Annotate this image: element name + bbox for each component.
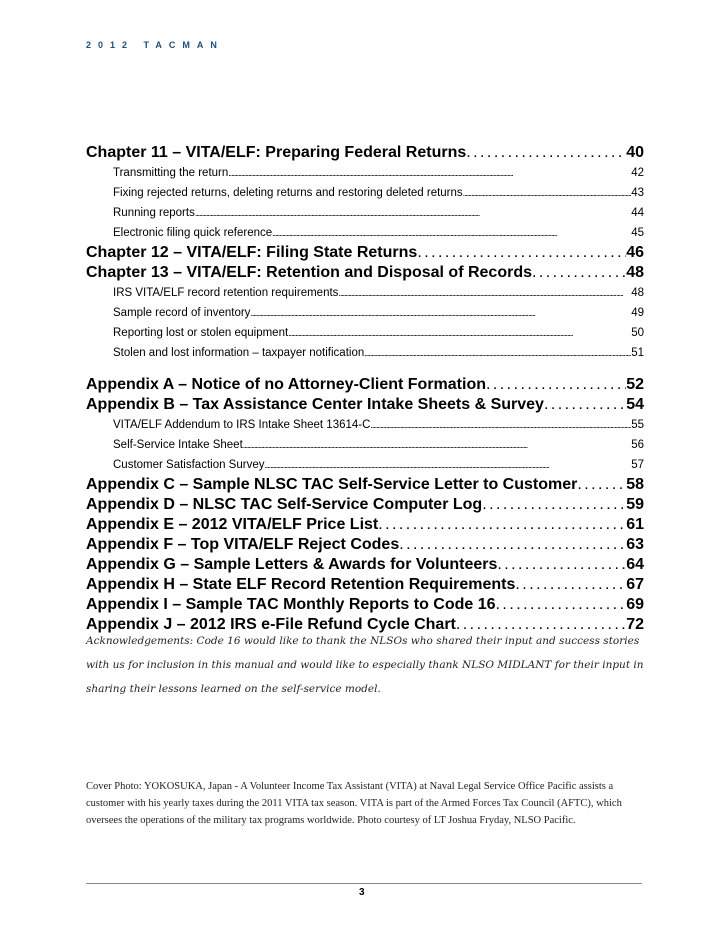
toc-dot-leader (338, 283, 631, 303)
toc-entry-title: Chapter 11 – VITA/ELF: Preparing Federal Returns (86, 144, 467, 161)
toc-section-entry[interactable] (86, 435, 644, 455)
toc-section-entry[interactable] (86, 455, 644, 475)
toc-dot-leader (243, 435, 631, 455)
toc-entry-page: 48 (626, 264, 644, 281)
toc-dot-leader (496, 595, 627, 615)
toc-chapter-entry[interactable] (86, 263, 644, 283)
toc-chapter-entry[interactable] (86, 375, 644, 395)
toc-entry-title: Appendix B – Tax Assistance Center Intake Sheets & Survey (86, 396, 544, 413)
toc-entry-title: Appendix F – Top VITA/ELF Reject Codes (86, 536, 400, 553)
toc-entry-page: 55 (631, 419, 644, 431)
toc-section-entry[interactable] (86, 303, 644, 323)
toc-entry-page: 50 (631, 327, 644, 339)
toc-entry-page: 40 (626, 144, 644, 161)
page-number: 3 (359, 887, 365, 898)
toc-entry-page: 42 (631, 167, 644, 179)
toc-dot-leader (417, 243, 626, 263)
toc-dot-leader (195, 203, 631, 223)
toc-entry-title: Appendix E – 2012 VITA/ELF Price List (86, 516, 379, 533)
toc-section-entry[interactable] (86, 163, 644, 183)
toc-section-entry[interactable] (86, 203, 644, 223)
toc-dot-leader (272, 223, 631, 243)
toc-dot-leader (482, 495, 626, 515)
toc-entry-page: 52 (626, 376, 644, 393)
footer-divider (86, 883, 642, 884)
toc-chapter-entry[interactable] (86, 475, 644, 495)
toc-section-entry[interactable] (86, 343, 644, 363)
toc-dot-leader (515, 575, 626, 595)
toc-section-entry[interactable] (86, 183, 644, 203)
toc-dot-leader (544, 395, 626, 415)
toc-entry-page: 49 (631, 307, 644, 319)
acknowledgements-text: Acknowledgements: Code 16 would like to thank the NLSOs who shared their input and success stories with us for inclusion in this manual and would like to especially thank NLSO MIDLANT for their input in sharing their lessons learned on the self-service model. (86, 635, 644, 695)
toc-entry-title: Appendix G – Sample Letters & Awards for Volunteers (86, 556, 498, 573)
toc-entry-page: 64 (626, 556, 644, 573)
toc-entry-title: Appendix I – Sample TAC Monthly Reports to Code 16 (86, 596, 496, 613)
toc-entry-page: 51 (631, 347, 644, 359)
toc-entry-title: Appendix D – NLSC TAC Self-Service Computer Log (86, 496, 483, 513)
running-header: 2012 TACMAN (86, 40, 224, 50)
toc-chapter-entry[interactable] (86, 495, 644, 515)
toc-entry-title: Running reports (113, 207, 195, 219)
toc-chapter-entry[interactable] (86, 595, 644, 615)
toc-dot-leader (399, 535, 626, 555)
toc-dot-leader (288, 323, 631, 343)
toc-entry-page: 46 (626, 244, 644, 261)
toc-dot-leader (370, 415, 631, 435)
toc-entry-title: Transmitting the return (113, 167, 229, 179)
toc-entry-title: IRS VITA/ELF record retention requirements (113, 287, 339, 299)
toc-chapter-entry[interactable] (86, 555, 644, 575)
toc-entry-title: Appendix H – State ELF Record Retention Requirements (86, 576, 516, 593)
toc-dot-leader (364, 343, 631, 363)
toc-entry-page: 43 (631, 187, 644, 199)
toc-entry-page: 69 (626, 596, 644, 613)
toc-entry-title: Chapter 12 – VITA/ELF: Filing State Returns (86, 244, 418, 261)
toc-entry-title: Fixing rejected returns, deleting returns and restoring deleted returns (113, 187, 463, 199)
toc-entry-title: Stolen and lost information – taxpayer notification (113, 347, 365, 359)
toc-dot-leader (577, 475, 626, 495)
toc-entry-page: 45 (631, 227, 644, 239)
toc-entry-page: 72 (626, 616, 644, 633)
toc-entry-page: 54 (626, 396, 644, 413)
toc-entry-page: 58 (626, 476, 644, 493)
toc-dot-leader (463, 183, 632, 203)
toc-dot-leader (486, 375, 626, 395)
toc-dot-leader (264, 455, 631, 475)
toc-dot-leader (497, 555, 626, 575)
toc-entry-page: 57 (631, 459, 644, 471)
toc-entry-title: Appendix C – Sample NLSC TAC Self-Service Letter to Customer (86, 476, 578, 493)
toc-section-entry[interactable] (86, 323, 644, 343)
toc-entry-title: Appendix J – 2012 IRS e-File Refund Cycle Chart (86, 616, 456, 633)
toc-entry-page: 61 (626, 516, 644, 533)
toc-chapter-entry[interactable] (86, 143, 644, 163)
toc-dot-leader (466, 143, 626, 163)
toc-dot-leader (532, 263, 626, 283)
toc-entry-title: Sample record of inventory (113, 307, 251, 319)
table-of-contents (86, 143, 644, 635)
toc-section-entry[interactable] (86, 415, 644, 435)
toc-gap (86, 363, 644, 375)
toc-entry-title: Electronic filing quick reference (113, 227, 273, 239)
toc-section-entry[interactable] (86, 223, 644, 243)
toc-chapter-entry[interactable] (86, 243, 644, 263)
toc-entry-title: VITA/ELF Addendum to IRS Intake Sheet 13614-C (113, 419, 371, 431)
toc-entry-page: 63 (626, 536, 644, 553)
toc-entry-title: Chapter 13 – VITA/ELF: Retention and Disposal of Records (86, 264, 532, 281)
toc-entry-page: 56 (631, 439, 644, 451)
toc-entry-page: 48 (631, 287, 644, 299)
cover-photo-caption: Cover Photo: YOKOSUKA, Japan - A Volunteer Income Tax Assistant (VITA) at Naval Legal Service Office Pacific assists a customer with his yearly taxes during the 2011 VITA tax season. VITA is part of the Armed Forces Tax Council (AFTC), which oversees the operations of the military tax programs worldwide. Photo courtesy of LT Joshua Fryday, NLSO Pacific. (86, 781, 622, 826)
toc-dot-leader (378, 515, 626, 535)
toc-dot-leader (228, 163, 631, 183)
toc-dot-leader (250, 303, 631, 323)
toc-entry-title: Customer Satisfaction Survey (113, 459, 265, 471)
toc-entry-page: 59 (626, 496, 644, 513)
toc-section-entry[interactable] (86, 283, 644, 303)
toc-chapter-entry[interactable] (86, 575, 644, 595)
toc-entry-title: Reporting lost or stolen equipment (113, 327, 289, 339)
toc-entry-page: 44 (631, 207, 644, 219)
toc-entry-title: Appendix A – Notice of no Attorney-Client Formation (86, 376, 486, 393)
toc-entry-page: 67 (626, 576, 644, 593)
toc-chapter-entry[interactable] (86, 395, 644, 415)
toc-chapter-entry[interactable] (86, 515, 644, 535)
toc-chapter-entry[interactable] (86, 535, 644, 555)
toc-entry-title: Self-Service Intake Sheet (113, 439, 243, 451)
